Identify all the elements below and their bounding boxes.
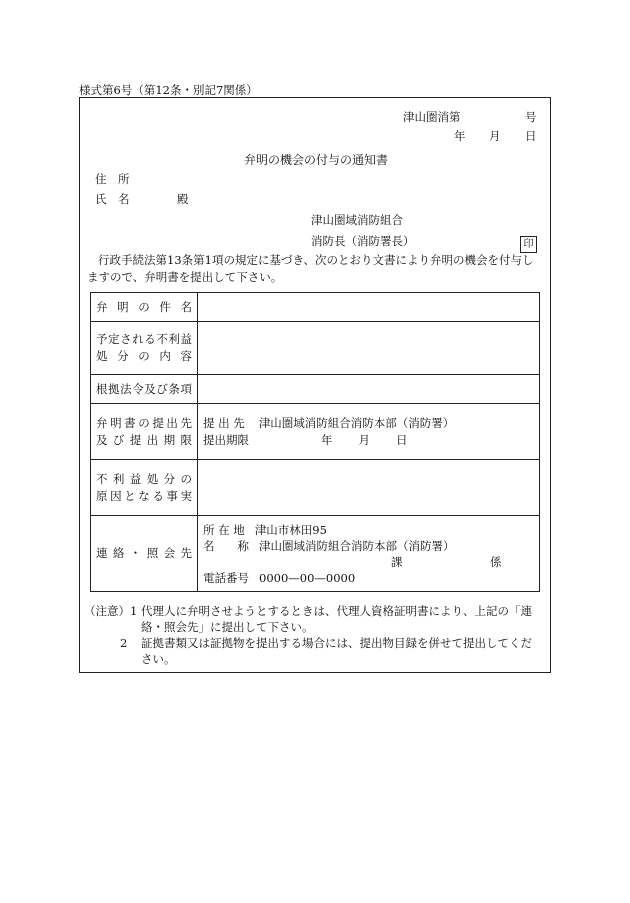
disposition-header: 予定される不利益 処分の内容 [91, 322, 198, 375]
contact-value: 所 在 地 津山市林田95 名 称 津山圏域消防組合消防本部（消防署） 課 係 電話番号 0000—00—0000 [198, 516, 540, 592]
doc-number-suffix: 号 [525, 110, 537, 124]
contact-header: 連絡・照会先 [91, 516, 198, 592]
seal-stamp [520, 232, 537, 253]
name-label: 氏 名 [95, 192, 130, 206]
subject-value [198, 293, 540, 322]
table-row [91, 404, 540, 460]
table-row [91, 322, 540, 375]
date-month: 月 [489, 129, 501, 143]
seal-label: 印 [520, 236, 537, 253]
note2-prefix: 2 [120, 636, 128, 650]
table-row [91, 516, 540, 592]
table-row [91, 460, 540, 516]
date-year: 年 [454, 129, 466, 143]
sender-org: 津山圏域消防組合 [311, 213, 403, 227]
subject-header: 弁明の件名 [91, 293, 198, 322]
disposition-value [198, 322, 540, 375]
legal-basis-header: 根拠法令及び条項 [91, 375, 198, 404]
note1-prefix: （注意）1 [84, 604, 138, 618]
form-label: 様式第6号（第12条・別記7関係） [79, 83, 258, 97]
legal-basis-value [198, 375, 540, 404]
submission-value: 提 出 先 津山圏域消防組合消防本部（消防署） 提出期限 年 月 日 [198, 404, 540, 460]
date-day: 日 [525, 129, 537, 143]
note2-text: 証拠書類又は証拠物を提出する場合には、提出物目録を併せて提出してください。 [141, 636, 532, 666]
cause-value [198, 460, 540, 516]
note1-text: 代理人に弁明させようとするときは、代理人資格証明書により、上記の「連絡・照会先」に提出して下さい。 [141, 604, 532, 634]
honorific: 殿 [177, 192, 189, 206]
cause-header: 不利益処分の 原因となる事実 [91, 460, 198, 516]
sender-title: 消防長（消防署長） [311, 234, 415, 248]
address-label: 住 所 [95, 172, 130, 186]
document-title: 弁明の機会の付与の通知書 [244, 153, 389, 167]
table-row [91, 375, 540, 404]
doc-number-prefix: 津山圏消第 [403, 110, 461, 124]
destination-value: 津山圏域消防組合消防本部（消防署） [258, 415, 455, 430]
details-table [90, 292, 540, 592]
submission-header: 弁明書の提出先 及び提出期限 [91, 404, 198, 460]
table-row [91, 293, 540, 322]
body-paragraph: 行政手続法第13条第1項の規定に基づき、次のとおり文書により弁明の機会を付与しますので、弁明書を提出して下さい。 [87, 253, 534, 284]
